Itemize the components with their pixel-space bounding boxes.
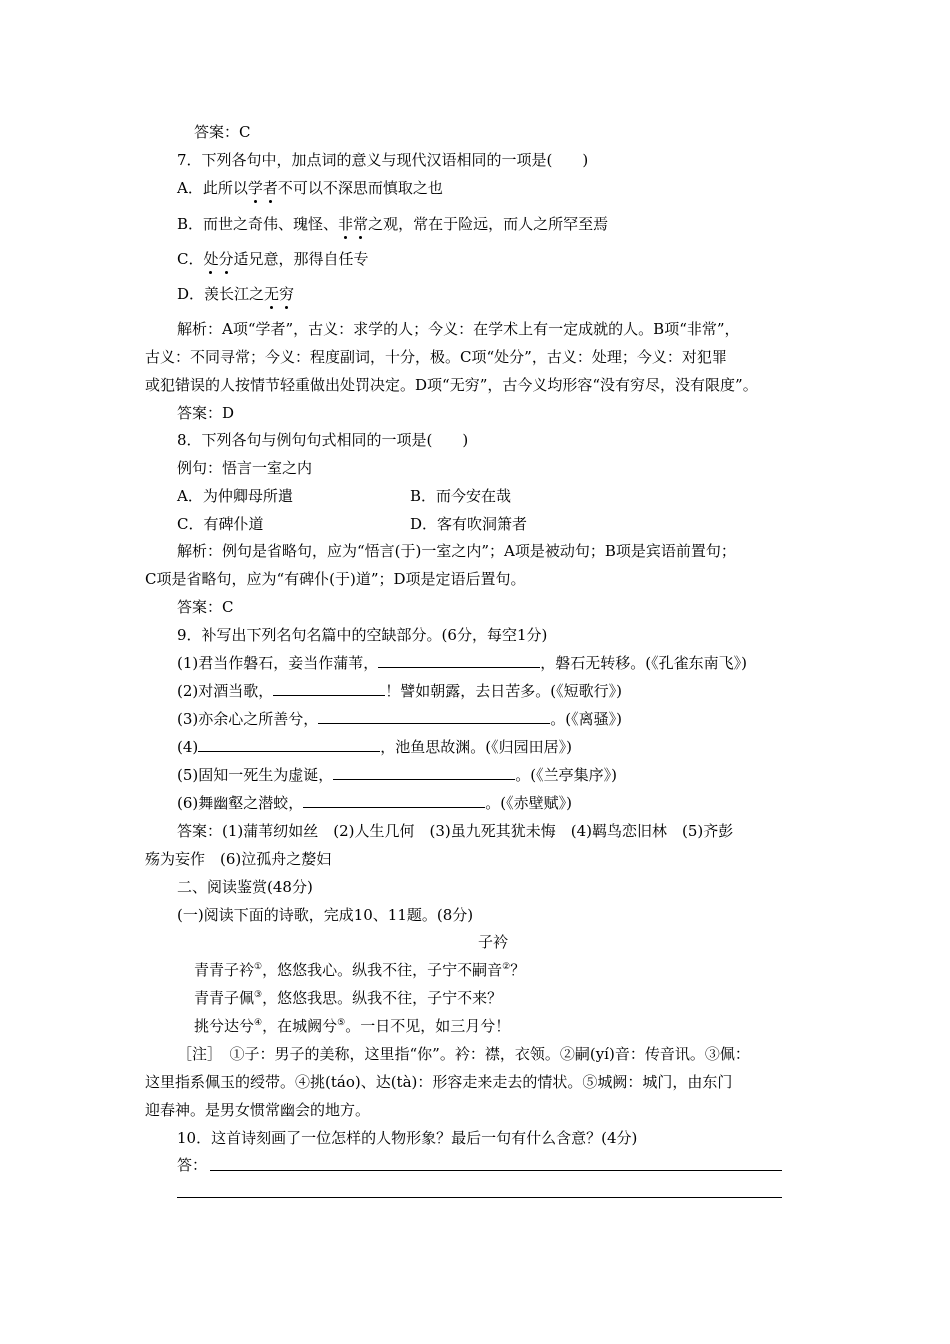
note-marker: ④ <box>254 1018 263 1028</box>
q9-stem: 9．补写出下列名句名篇中的空缺部分。(6分，每空1分) <box>177 626 548 644</box>
dotted-char: 穷 <box>279 285 295 303</box>
q8-explanation-line1: 解析：例句是省略句，应为“悟言(于)一室之内”；A项是被动句；B项是宾语前置句； <box>177 542 736 560</box>
q9-item-5: (5)固知一死生为虚诞， 。(《兰亭集序》) <box>177 766 617 784</box>
answer-line <box>210 1170 782 1171</box>
dotted-char: 学 <box>247 179 263 197</box>
dotted-char: 无 <box>264 285 280 303</box>
q10-answer-label: 答： <box>177 1156 208 1174</box>
q8-answer: 答案：C <box>177 598 234 616</box>
q7-stem: 7．下列各句中，加点词的意义与现代汉语相同的一项是( ) <box>177 151 589 169</box>
notes-line2: 这里指系佩玉的绶带。④挑(táo)、达(tà)：形容走来走去的情状。⑤城阙：城门，由东门 <box>145 1073 733 1091</box>
blank-line <box>333 765 515 780</box>
note-marker: ① <box>254 962 263 972</box>
dotted-char: 常 <box>353 215 369 233</box>
answer-line <box>177 1197 782 1198</box>
blank-line <box>378 653 540 668</box>
blank-line <box>273 681 385 696</box>
note-marker: ② <box>502 962 511 972</box>
q7-explanation-line3: 或犯错误的人按情节轻重做出处罚决定。D项“无穷”，古今义均形容“没有穷尽，没有限度”。 <box>145 376 758 394</box>
poem-line-3: 挑兮达兮④，在城阙兮⑤。一日不见，如三月兮！ <box>194 1017 511 1035</box>
blank-line <box>318 709 550 724</box>
q7-explanation-line1: 解析：A项“学者”，古义：求学的人；今义：在学术上有一定成就的人。B项“非常”， <box>177 320 740 338</box>
dotted-char: 非 <box>338 215 354 233</box>
blank-line <box>303 793 485 808</box>
q10-stem: 10．这首诗刻画了一位怎样的人物形象？最后一句有什么含意？(4分) <box>177 1129 638 1147</box>
q8-option-d: D．客有吹洞箫者 <box>410 515 528 533</box>
subsection-heading: (一)阅读下面的诗歌，完成10、11题。(8分) <box>177 906 474 924</box>
notes-line1: ［注］ ①子：男子的美称，这里指“你”。衿：襟，衣领。②嗣(yí)音：传音讯。③佩： <box>177 1045 750 1063</box>
blank-line <box>198 737 380 752</box>
q8-stem: 8．下列各句与例句句式相同的一项是( ) <box>177 431 469 449</box>
q7-option-b: B．而世之奇伟、瑰怪、非常之观，常在于险远，而人之所罕至焉 <box>177 215 609 233</box>
dotted-char: 者 <box>262 179 278 197</box>
note-marker: ③ <box>254 990 263 1000</box>
section-heading: 二、阅读鉴赏(48分) <box>177 878 313 896</box>
q8-example: 例句：悟言一室之内 <box>177 459 313 477</box>
q8-explanation-line2: C项是省略句，应为“有碑仆(于)道”；D项是定语后置句。 <box>145 570 526 588</box>
q9-item-3: (3)亦余心之所善兮， 。(《离骚》) <box>177 710 622 728</box>
q8-option-b: B．而今安在哉 <box>410 487 512 505</box>
q9-item-4: (4) ，池鱼思故渊。(《归园田居》) <box>177 738 572 756</box>
poem-title: 子衿 <box>478 933 509 951</box>
q9-answer-line1: 答案：(1)蒲苇纫如丝 (2)人生几何 (3)虽九死其犹未悔 (4)羁鸟恋旧林 (5)齐彭 <box>177 822 734 840</box>
q9-item-6: (6)舞幽壑之潜蛟， 。(《赤壁赋》) <box>177 794 572 812</box>
q9-item-1: (1)君当作磐石，妾当作蒲苇， ，磐石无转移。(《孔雀东南飞》) <box>177 654 747 672</box>
q7-explanation-line2: 古义：不同寻常；今义：程度副词，十分，极。C项“处分”，古义：处理；今义：对犯罪 <box>145 348 727 366</box>
notes-line3: 迎春神。是男女惯常幽会的地方。 <box>145 1101 371 1119</box>
q9-item-2: (2)对酒当歌， ！譬如朝露，去日苦多。(《短歌行》) <box>177 682 622 700</box>
dotted-char: 处 <box>203 250 219 268</box>
q7-answer: 答案：D <box>177 404 235 422</box>
q7-option-a: A．此所以学者不可以不深思而慎取之也 <box>177 179 443 197</box>
poem-line-1: 青青子衿①，悠悠我心。纵我不往，子宁不嗣音②？ <box>194 961 526 979</box>
poem-line-2: 青青子佩③，悠悠我思。纵我不往，子宁不来？ <box>194 989 503 1007</box>
dotted-char: 分 <box>218 250 234 268</box>
q7-option-d: D．羡长江之无穷 <box>177 285 295 303</box>
answer-6: 答案：C <box>194 123 251 141</box>
q8-option-a: A．为仲卿母所遣 <box>177 487 293 505</box>
q9-answer-line2: 殇为妄作 (6)泣孤舟之嫠妇 <box>145 850 332 868</box>
q8-option-c: C．有碑仆道 <box>177 515 264 533</box>
note-marker: ⑤ <box>337 1018 346 1028</box>
q7-option-c: C．处分适兄意，那得自任专 <box>177 250 369 268</box>
